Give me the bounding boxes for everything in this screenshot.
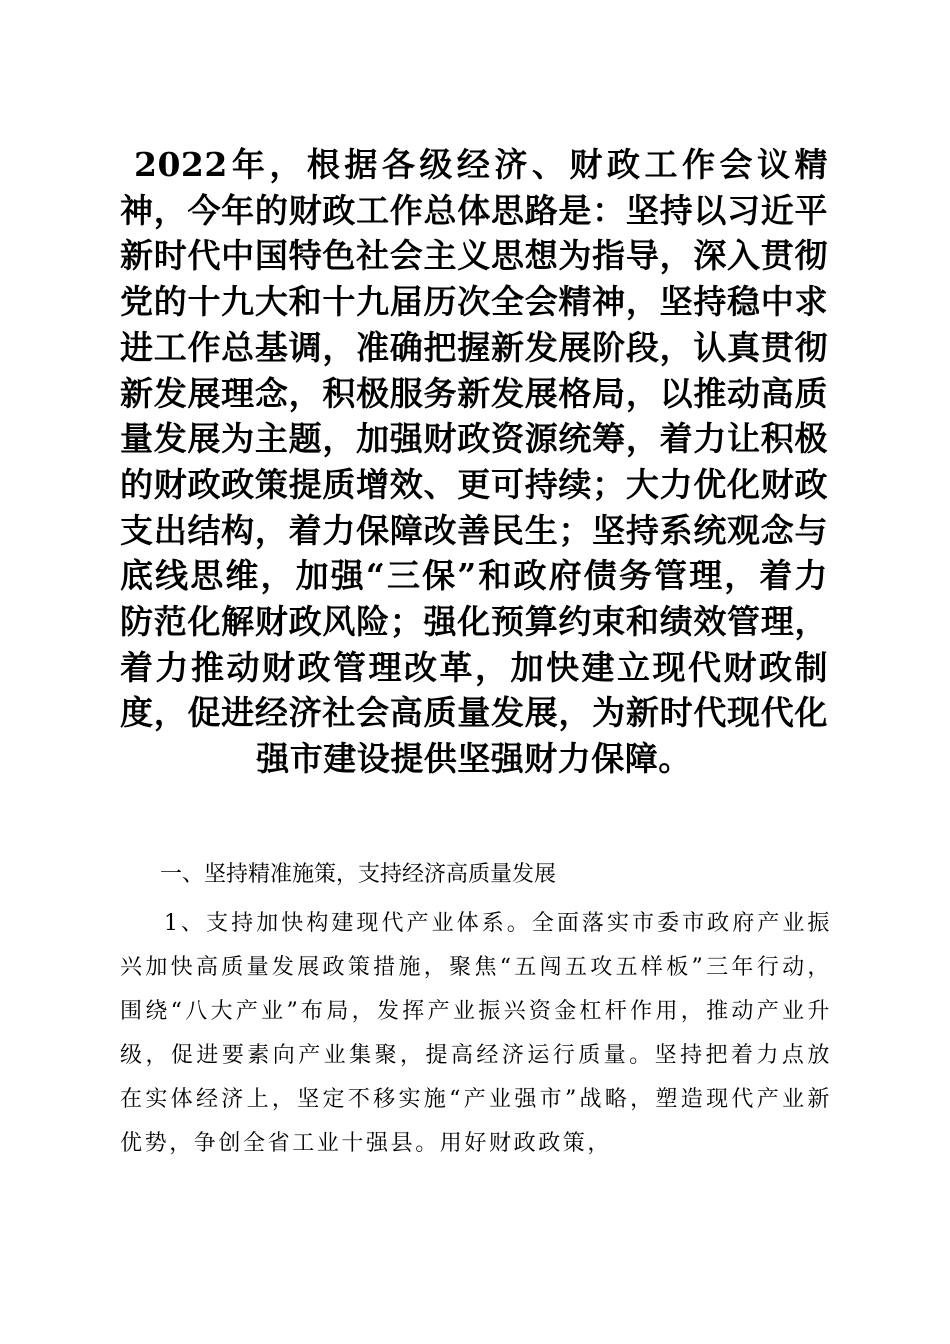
section-heading: 一、坚持精准施策，支持经济高质量发展 bbox=[160, 862, 557, 887]
body-paragraph: 1、支持加快构建现代产业体系。全面落实市委市政府产业振兴加快高质量发展政策措施，聚焦“五闯五攻五样板”三年行动，围绕“八大产业”布局，发挥产业振兴资金杠杆作用，推动产业升级，促进要素向产业集聚，提高经济运行质量。坚持把着力点放在实体经济上，坚定不移实施“产业强市”战略，塑造现代产业新优势，争创全省工业十强县。用好财政政策， bbox=[120, 911, 832, 1156]
intro-paragraph: 2022年，根据各级经济、财政工作会议精神，今年的财政工作总体思路是：坚持以习近平新时代中国特色社会主义思想为指导，深入贯彻党的十九大和十九届历次全会精神，坚持稳中求进工作总基调，准确把握新发展阶段，认真贯彻新发展理念，积极服务新发展格局，以推动高质量发展为主题，加强财政资源统筹，着力让积极的财政政策提质增效、更可持续；大力优化财政支出结构，着力保障改善民生；坚持系统观念与底线思维，加强“三保”和政府债务管理，着力防范化解财政风险；强化预算约束和绩效管理，着力推动财政管理改革，加快建立现代财政制度，促进经济社会高质量发展，为新时代现代化强市建设提供坚强财力保障。 bbox=[120, 145, 828, 779]
